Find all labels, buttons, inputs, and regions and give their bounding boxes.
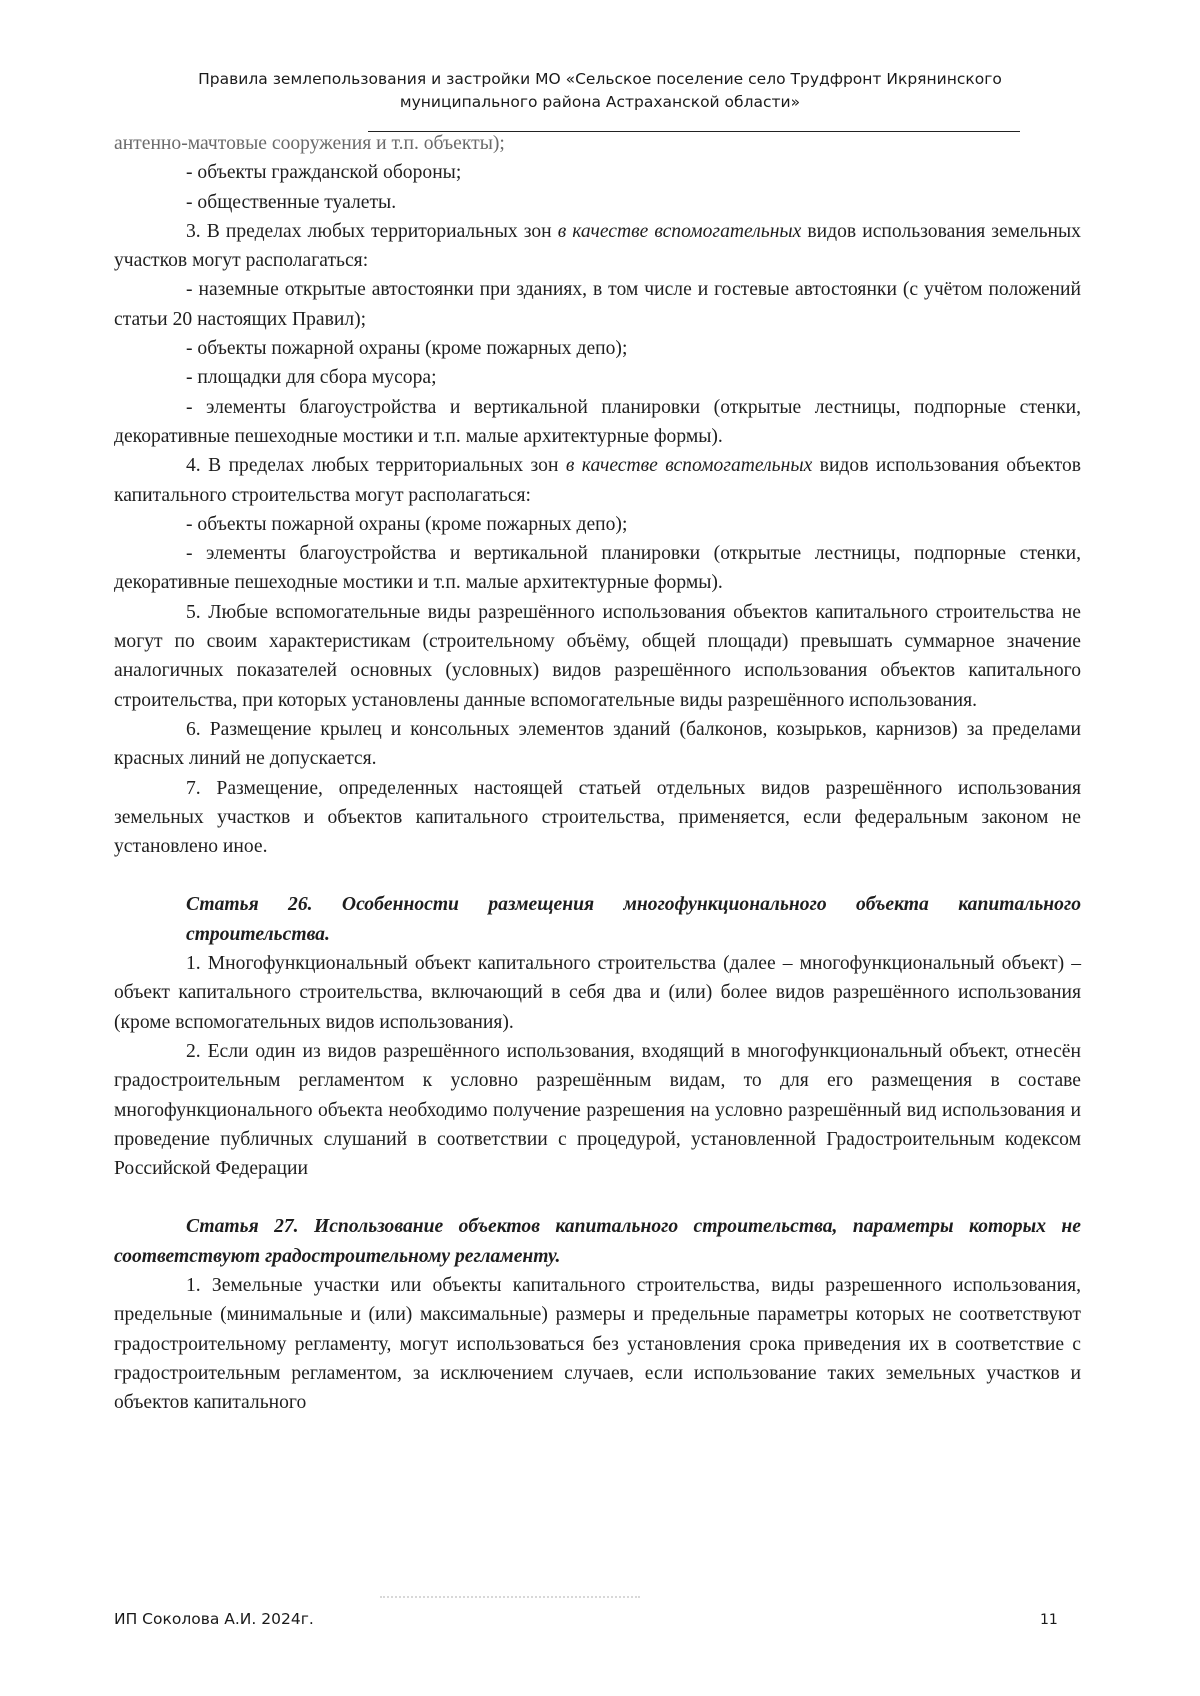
paragraph-item-6: 6. Размещение крылец и консольных элементов зданий (балконов, козырьков, карнизов) за пределами красных линий не допускается. (114, 718, 1081, 770)
list-item-civil-defense: - объекты гражданской обороны; (186, 162, 462, 184)
header-line-1: Правила землепользования и застройки МО «Сельское поселение село Трудфронт Икрянинского (198, 70, 1002, 88)
list-item-fire-protection: - объекты пожарной охраны (кроме пожарных депо); (186, 338, 628, 360)
document-body (114, 129, 1081, 1417)
list-item-fire-protection-2: - объекты пожарной охраны (кроме пожарных депо); (186, 513, 628, 535)
paragraph-item-7: 7. Размещение, определенных настоящей статьей отдельных видов разрешённого использования земельных участков и объектов капитального строительства, применяется, если федеральным законом не установлено иное. (114, 777, 1081, 858)
article-27-paragraph-1: 1. Земельные участки или объекты капитального строительства, виды разрешенного использования, предельные (минимальные и (или) максимальные) размеры и предельные параметры которых не соответствуют градостроительному регламенту, могут использоваться без установления срока приведения их в соответствие с градостроительным регламентом, за исключением случаев, если использование таких земельных участков и объектов капитального (114, 1274, 1081, 1414)
list-item-parking: - наземные открытые автостоянки при зданиях, в том числе и гостевые автостоянки (с учётом положений статьи 20 настоящих Правил); (114, 279, 1081, 330)
header-line-2: муниципального района Астраханской области» (399, 93, 801, 111)
paragraph-item-5: 5. Любые вспомогательные виды разрешённого использования объектов капитального строительства не могут по своим характеристикам (строительному объёму, общей площади) превышать суммарное значение аналогичных показателей основных (условных) видов разрешённого использования объектов капитального строительства, при которых установлены данные вспомогательные виды разрешённого использования. (114, 601, 1081, 711)
paragraph-item-3 (114, 217, 1081, 276)
paragraph-item-4-emphasis: в качестве вспомогательных (565, 455, 813, 477)
paragraph-continuation: антенно-мачтовые сооружения и т.п. объекты); (114, 133, 505, 154)
list-item-public-toilets: - общественные туалеты. (186, 191, 397, 213)
page-number: 11 (1040, 1612, 1058, 1628)
section-spacer (114, 861, 1081, 890)
paragraph-item-4-start: 4. В пределах любых территориальных зон (186, 455, 566, 477)
paragraph-item-3-emphasis: в качестве вспомогательных (557, 220, 802, 242)
list-item-garbage-sites: - площадки для сбора мусора; (186, 367, 437, 389)
paragraph-item-3-start: 3. В пределах любых территориальных зон (186, 220, 558, 242)
footer-faint-marks (380, 1596, 640, 1598)
footer-author: ИП Соколова А.И. 2024г. (114, 1610, 314, 1628)
article-27-heading: Статья 27. Использование объектов капитального строительства, параметры которых не соответствуют градостроительному регламенту. (114, 1216, 1081, 1267)
article-26-heading: Статья 26. Особенности размещения многофункционального объекта капитального строительства. (186, 894, 1081, 945)
list-item-landscaping: - элементы благоустройства и вертикальной планировки (открытые лестницы, подпорные стенки, декоративные пешеходные мостики и т.п. малые архитектурные формы). (114, 396, 1081, 447)
paragraph-item-4 (114, 451, 1081, 510)
paragraph-item-3-end: видов использования земельных участков могут располагаться: (114, 220, 1081, 272)
article-26-paragraph-2: 2. Если один из видов разрешённого использования, входящий в многофункциональный объект, отнесён градостроительным регламентом к условно разрешённым видам, то для его размещения в составе многофункционального объекта необходимо получение разрешения на условно разрешённый вид использования и проведение публичных слушаний в соответствии с процедурой, установленной Градостроительным кодексом Российской Федерации (114, 1040, 1081, 1180)
list-item-landscaping-2: - элементы благоустройства и вертикальной планировки (открытые лестницы, подпорные стенки, декоративные пешеходные мостики и т.п. малые архитектурные формы). (114, 543, 1081, 594)
section-spacer (114, 1183, 1081, 1212)
article-26-paragraph-1: 1. Многофункциональный объект капитального строительства (далее – многофункциональный объект) – объект капитального строительства, включающий в себя два и (или) более видов разрешённого использования (кроме вспомогательных видов использования). (114, 953, 1081, 1033)
running-header (120, 68, 1080, 114)
paragraph-item-4-end: видов использования объектов капитального строительства могут располагаться: (114, 455, 1081, 506)
